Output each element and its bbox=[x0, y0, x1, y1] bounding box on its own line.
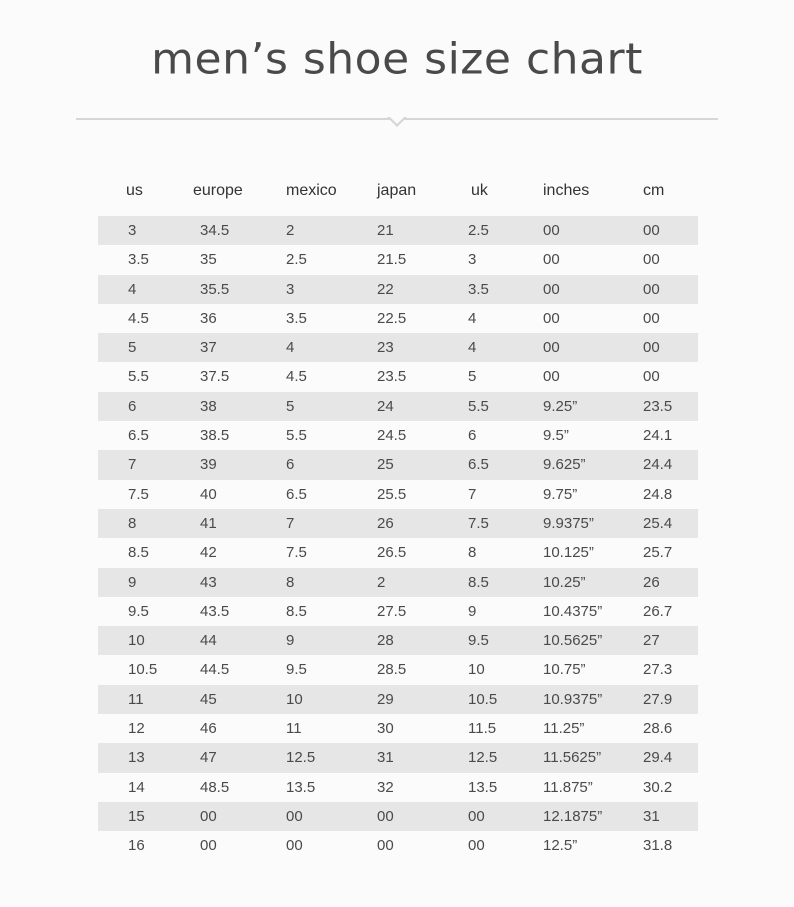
table-row bbox=[98, 392, 698, 421]
cell-cm: 26.7 bbox=[643, 602, 673, 620]
cell-mexico: 2.5 bbox=[286, 251, 307, 269]
cell-mexico: 6 bbox=[286, 456, 295, 474]
cell-japan: 26.5 bbox=[377, 544, 407, 562]
cell-mexico: 5 bbox=[286, 397, 295, 415]
cell-inches: 11.875” bbox=[543, 778, 593, 796]
cell-europe: 35.5 bbox=[200, 280, 230, 298]
cell-us: 8 bbox=[128, 514, 137, 532]
cell-us: 9.5 bbox=[128, 602, 149, 620]
cell-europe: 36 bbox=[200, 309, 217, 327]
cell-cm: 27.3 bbox=[643, 661, 673, 679]
cell-inches: 12.1875” bbox=[543, 807, 603, 825]
table-row bbox=[98, 333, 698, 362]
cell-mexico: 00 bbox=[286, 807, 303, 825]
cell-japan: 00 bbox=[377, 837, 394, 855]
table-row bbox=[98, 743, 698, 772]
cell-europe: 43.5 bbox=[200, 602, 230, 620]
cell-japan: 22.5 bbox=[377, 309, 407, 327]
cell-us: 3 bbox=[128, 222, 137, 239]
cell-europe: 42 bbox=[200, 544, 217, 562]
table-row bbox=[98, 714, 698, 743]
header-uk: uk bbox=[471, 182, 488, 199]
cell-inches: 00 bbox=[543, 280, 560, 298]
cell-uk: 8 bbox=[468, 544, 477, 562]
cell-mexico: 6.5 bbox=[286, 485, 307, 503]
cell-mexico: 8 bbox=[286, 573, 295, 591]
divider-chevron-inner bbox=[390, 117, 404, 124]
cell-mexico: 12.5 bbox=[286, 749, 316, 767]
cell-cm: 24.8 bbox=[643, 485, 673, 503]
cell-japan: 30 bbox=[377, 720, 394, 738]
table-row bbox=[98, 216, 698, 245]
table-row bbox=[98, 275, 698, 304]
cell-inches: 9.75” bbox=[543, 485, 578, 503]
cell-us: 5.5 bbox=[128, 368, 149, 386]
cell-europe: 35 bbox=[200, 251, 217, 269]
cell-europe: 45 bbox=[200, 690, 217, 708]
page-title: men’s shoe size chart bbox=[151, 34, 643, 85]
cell-cm: 00 bbox=[643, 280, 660, 298]
cell-uk: 5.5 bbox=[468, 397, 489, 415]
cell-us: 10 bbox=[128, 632, 145, 650]
cell-mexico: 9 bbox=[286, 632, 295, 650]
cell-japan: 24 bbox=[377, 397, 394, 415]
cell-uk: 4 bbox=[468, 339, 477, 357]
cell-inches: 10.125” bbox=[543, 544, 594, 562]
cell-europe: 47 bbox=[200, 749, 217, 767]
cell-japan: 31 bbox=[377, 749, 394, 767]
cell-inches: 00 bbox=[543, 251, 560, 269]
cell-inches: 9.9375” bbox=[543, 514, 594, 532]
size-table bbox=[98, 176, 698, 861]
cell-uk: 10.5 bbox=[468, 690, 498, 708]
cell-inches: 10.75” bbox=[543, 661, 586, 679]
cell-us: 6.5 bbox=[128, 427, 149, 445]
cell-uk: 2.5 bbox=[468, 222, 489, 239]
cell-uk: 9.5 bbox=[468, 632, 489, 650]
cell-uk: 6 bbox=[468, 427, 477, 445]
cell-europe: 41 bbox=[200, 514, 217, 532]
cell-mexico: 4.5 bbox=[286, 368, 307, 386]
cell-mexico: 13.5 bbox=[286, 778, 316, 796]
cell-inches: 11.25” bbox=[543, 720, 585, 738]
cell-uk: 8.5 bbox=[468, 573, 489, 591]
cell-japan: 26 bbox=[377, 514, 394, 532]
cell-europe: 44 bbox=[200, 632, 217, 650]
cell-europe: 46 bbox=[200, 720, 217, 738]
cell-cm: 25.4 bbox=[643, 514, 673, 532]
cell-inches: 12.5” bbox=[543, 837, 578, 855]
cell-europe: 38.5 bbox=[200, 427, 230, 445]
cell-japan: 2 bbox=[377, 573, 386, 591]
cell-us: 9 bbox=[128, 573, 137, 591]
cell-europe: 39 bbox=[200, 456, 217, 474]
cell-us: 14 bbox=[128, 778, 145, 796]
cell-japan: 22 bbox=[377, 280, 394, 298]
cell-uk: 00 bbox=[468, 837, 485, 855]
cell-inches: 9.5” bbox=[543, 427, 569, 445]
cell-inches: 9.25” bbox=[543, 397, 578, 415]
table-row bbox=[98, 245, 698, 274]
cell-inches: 00 bbox=[543, 309, 560, 327]
header-japan: japan bbox=[377, 182, 417, 199]
cell-cm: 24.4 bbox=[643, 456, 673, 474]
cell-europe: 43 bbox=[200, 573, 217, 591]
cell-cm: 23.5 bbox=[643, 397, 673, 415]
table-row bbox=[98, 509, 698, 538]
cell-japan: 00 bbox=[377, 807, 394, 825]
cell-us: 12 bbox=[128, 720, 145, 738]
cell-cm: 26 bbox=[643, 573, 660, 591]
cell-cm: 31 bbox=[643, 807, 660, 825]
cell-uk: 7.5 bbox=[468, 514, 489, 532]
cell-japan: 29 bbox=[377, 690, 394, 708]
cell-us: 7 bbox=[128, 456, 137, 474]
table-row bbox=[98, 450, 698, 479]
cell-cm: 27.9 bbox=[643, 690, 673, 708]
table-row bbox=[98, 304, 698, 333]
cell-europe: 00 bbox=[200, 807, 217, 825]
cell-cm: 24.1 bbox=[643, 427, 673, 445]
table-row bbox=[98, 685, 698, 714]
table-row bbox=[98, 655, 698, 684]
cell-uk: 9 bbox=[468, 602, 477, 620]
cell-inches: 10.9375” bbox=[543, 690, 603, 708]
cell-mexico: 3 bbox=[286, 280, 295, 298]
cell-inches: 10.4375” bbox=[543, 602, 603, 620]
cell-japan: 21.5 bbox=[377, 251, 407, 269]
header-mexico: mexico bbox=[286, 182, 337, 199]
cell-europe: 48.5 bbox=[200, 778, 230, 796]
cell-us: 15 bbox=[128, 807, 145, 825]
cell-cm: 00 bbox=[643, 251, 660, 269]
cell-us: 4.5 bbox=[128, 309, 149, 327]
cell-europe: 34.5 bbox=[200, 222, 230, 239]
table-row bbox=[98, 773, 698, 802]
cell-us: 8.5 bbox=[128, 544, 149, 562]
cell-inches: 11.5625” bbox=[543, 749, 602, 767]
cell-japan: 28 bbox=[377, 632, 394, 650]
table-row bbox=[98, 831, 698, 860]
table-row bbox=[98, 802, 698, 831]
cell-europe: 44.5 bbox=[200, 661, 230, 679]
cell-japan: 23 bbox=[377, 339, 394, 357]
cell-japan: 23.5 bbox=[377, 368, 407, 386]
cell-japan: 27.5 bbox=[377, 602, 407, 620]
cell-inches: 10.25” bbox=[543, 573, 586, 591]
table-row bbox=[98, 568, 698, 597]
cell-japan: 25 bbox=[377, 456, 394, 474]
cell-mexico: 8.5 bbox=[286, 602, 307, 620]
header-us: us bbox=[126, 182, 143, 199]
cell-mexico: 3.5 bbox=[286, 309, 307, 327]
cell-mexico: 7 bbox=[286, 514, 295, 532]
table-row bbox=[98, 362, 698, 391]
cell-japan: 24.5 bbox=[377, 427, 407, 445]
cell-cm: 28.6 bbox=[643, 720, 673, 738]
cell-cm: 00 bbox=[643, 368, 660, 386]
cell-uk: 11.5 bbox=[468, 720, 497, 738]
cell-us: 5 bbox=[128, 339, 137, 357]
header-inches: inches bbox=[543, 182, 590, 199]
cell-cm: 00 bbox=[643, 339, 660, 357]
cell-europe: 00 bbox=[200, 837, 217, 855]
cell-mexico: 5.5 bbox=[286, 427, 307, 445]
cell-japan: 28.5 bbox=[377, 661, 407, 679]
cell-uk: 12.5 bbox=[468, 749, 498, 767]
cell-inches: 00 bbox=[543, 368, 560, 386]
cell-japan: 25.5 bbox=[377, 485, 407, 503]
cell-us: 4 bbox=[128, 280, 137, 298]
header-cm: cm bbox=[643, 182, 665, 199]
cell-us: 7.5 bbox=[128, 485, 149, 503]
table-header-row bbox=[98, 176, 698, 206]
header-europe: europe bbox=[193, 182, 243, 199]
cell-us: 10.5 bbox=[128, 661, 158, 679]
cell-cm: 29.4 bbox=[643, 749, 673, 767]
table-row bbox=[98, 538, 698, 567]
cell-uk: 7 bbox=[468, 485, 477, 503]
cell-inches: 10.5625” bbox=[543, 632, 603, 650]
cell-cm: 30.2 bbox=[643, 778, 673, 796]
cell-mexico: 9.5 bbox=[286, 661, 307, 679]
cell-us: 6 bbox=[128, 397, 137, 415]
table-row bbox=[98, 421, 698, 450]
cell-us: 16 bbox=[128, 837, 145, 855]
cell-cm: 00 bbox=[643, 222, 660, 239]
cell-inches: 00 bbox=[543, 339, 560, 357]
cell-europe: 37 bbox=[200, 339, 217, 357]
cell-japan: 32 bbox=[377, 778, 394, 796]
cell-europe: 37.5 bbox=[200, 368, 230, 386]
cell-uk: 13.5 bbox=[468, 778, 498, 796]
cell-uk: 4 bbox=[468, 309, 477, 327]
cell-uk: 3 bbox=[468, 251, 477, 269]
cell-cm: 31.8 bbox=[643, 837, 673, 855]
cell-mexico: 2 bbox=[286, 222, 295, 239]
cell-cm: 00 bbox=[643, 309, 660, 327]
table-row bbox=[98, 626, 698, 655]
cell-inches: 9.625” bbox=[543, 456, 586, 474]
table-row bbox=[98, 597, 698, 626]
cell-mexico: 10 bbox=[286, 690, 303, 708]
cell-japan: 21 bbox=[377, 222, 394, 239]
cell-mexico: 4 bbox=[286, 339, 295, 357]
cell-uk: 3.5 bbox=[468, 280, 489, 298]
table-body bbox=[98, 216, 698, 861]
cell-us: 13 bbox=[128, 749, 145, 767]
cell-us: 3.5 bbox=[128, 251, 149, 269]
cell-europe: 38 bbox=[200, 397, 217, 415]
cell-cm: 27 bbox=[643, 632, 660, 650]
cell-cm: 25.7 bbox=[643, 544, 673, 562]
cell-mexico: 00 bbox=[286, 837, 303, 855]
cell-mexico: 7.5 bbox=[286, 544, 307, 562]
cell-us: 11 bbox=[128, 690, 144, 708]
cell-inches: 00 bbox=[543, 222, 560, 239]
cell-europe: 40 bbox=[200, 485, 217, 503]
cell-uk: 6.5 bbox=[468, 456, 489, 474]
cell-uk: 5 bbox=[468, 368, 477, 386]
table-row bbox=[98, 480, 698, 509]
cell-mexico: 11 bbox=[286, 720, 302, 738]
cell-uk: 10 bbox=[468, 661, 485, 679]
cell-uk: 00 bbox=[468, 807, 485, 825]
